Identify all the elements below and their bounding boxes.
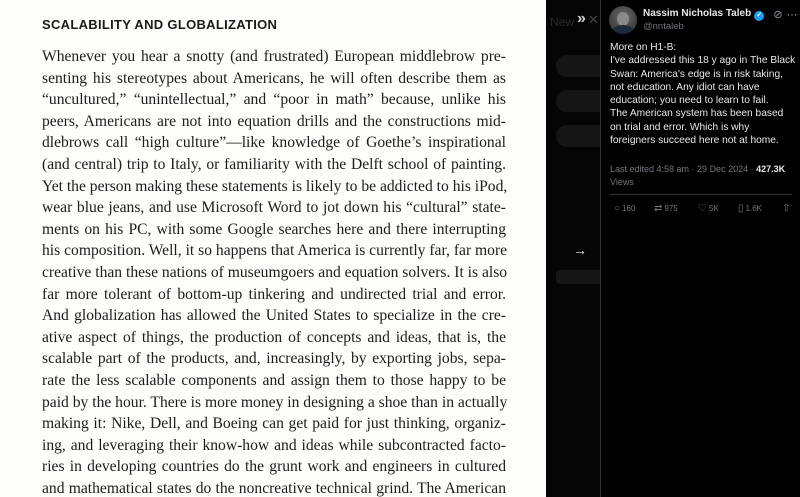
background-ghost-block [556, 55, 600, 77]
book-text-line: ries in developing countries do the grunt work and engineers in cultured [42, 458, 506, 476]
divider [610, 194, 792, 195]
verified-badge-icon: ✓ [754, 11, 764, 21]
book-text-line: Yet the person making these statements is likely to be addicted to his iPod, [42, 177, 508, 195]
heart-icon: ♡ [698, 203, 707, 214]
avatar-shoulders [612, 25, 634, 34]
avatar-face [617, 12, 629, 26]
reply-icon: ○ [614, 203, 621, 214]
tweet-text-line: foreigners succeed here not at home. [610, 135, 779, 147]
book-text-line: scalable part of the products, and, increasingly, by exporting jobs, sepa- [42, 350, 506, 368]
book-text-line: Whenever you hear a snotty (and frustrated) European middlebrow pre- [42, 48, 506, 65]
bookmark-icon: ▯ [738, 203, 744, 214]
repost-button[interactable] [654, 203, 678, 214]
like-count: 5K [708, 204, 719, 213]
background-ghost-block [556, 90, 600, 112]
tweet-panel [600, 0, 800, 497]
tweet-meta [610, 163, 796, 188]
book-text-line: paid by the hour. There is more money in designing a shoe than in actually [42, 393, 508, 411]
grok-icon[interactable]: ⊘ [773, 9, 783, 21]
book-text-line: creative than these nations of museumgoers and equation solvers. It is also [42, 263, 508, 281]
reply-button[interactable] [614, 203, 635, 214]
double-chevron-right-icon[interactable]: » [577, 10, 586, 27]
book-text-line: ments on his PC, with some Google searches here and there interrupting [42, 220, 506, 238]
repost-count: 975 [664, 204, 678, 213]
next-image-button[interactable]: → [573, 242, 587, 258]
tweet-text-line: Swan: America's edge is in risk taking, [610, 68, 783, 80]
close-icon[interactable]: ✕ [588, 12, 599, 27]
book-text-line: his composition. Well, it so happens that America is currently far, far more [42, 242, 508, 260]
share-icon: ⇧ [782, 203, 791, 214]
tweet-text [610, 41, 796, 147]
book-text-line: ing, and leveraging their know-how and ideas while subcontracted facto- [42, 436, 506, 454]
book-text-line: rate the less scalable components and assign them to those happy to be [42, 371, 506, 389]
reply-count: 160 [622, 204, 636, 213]
book-text-line: dlebrows call “high culture”—like knowledge of Goethe’s inspirational [42, 134, 506, 152]
book-text-line: making it: Nike, Dell, and Boeing can get paid for just thinking, organiz- [42, 415, 506, 433]
repost-icon: ⇄ [654, 203, 663, 214]
book-text-line: “uncultured,” “unintellectual,” and “poor in math” because, unlike his [42, 91, 506, 109]
tweet-text-line: More on H1-B: [610, 42, 677, 53]
book-text-line: ative aspect of things, the production of concepts and ideas, that is, the [42, 328, 506, 346]
book-text-line: wear blue jeans, and use Microsoft Word to jot down his “cultural” state- [42, 199, 506, 217]
book-text-line: and mathematical states do the noncreative technical grind. The American [42, 479, 506, 497]
author-name-text: Nassim Nicholas Taleb [643, 8, 752, 19]
book-page-heading: SCALABILITY AND GLOBALIZATION [42, 17, 278, 32]
tweet-text-line: not education. Any idiot can have [610, 81, 760, 93]
views-label: Views [610, 176, 634, 187]
book-text-line: And globalization has allowed the United States to specialize in the cre- [42, 307, 506, 325]
tweet-text-line: on trial and error. Which is why [610, 121, 750, 133]
tweet-text-line: The American system has been based [610, 108, 784, 120]
tweet-actions [610, 203, 796, 219]
bookmark-button[interactable] [738, 203, 762, 214]
book-page-body [42, 46, 506, 497]
book-text-line: far more tolerant of bottom-up tinkering and undirected trial and error. [42, 285, 506, 303]
tweet-text-line: I've addressed this 18 y ago in The Black [610, 55, 796, 67]
background-new-label: New [550, 15, 575, 29]
edited-timestamp[interactable]: Last edited 4:58 am · 29 Dec 2024 · [610, 164, 754, 174]
background-ghost-block [556, 125, 600, 147]
more-options-icon[interactable]: ⋯ [786, 9, 798, 21]
tweet-text-line: education; you need to learn to fail. [610, 95, 769, 107]
bookmark-count: 1.6K [745, 204, 762, 213]
book-text-line: senting his stereotypes about Americans, he will often describe them as [42, 69, 506, 87]
author-name[interactable] [643, 8, 764, 21]
author-handle[interactable]: @nntaleb [643, 21, 684, 32]
background-ghost-block [556, 270, 600, 284]
book-text-line: peers, Americans are not into equation drills and the constructions mid- [42, 112, 506, 130]
share-button[interactable] [782, 203, 790, 214]
like-button[interactable] [698, 203, 719, 214]
book-text-line: (and central) trip to Italy, or familiarity with the Delft school of painting. [42, 155, 506, 173]
avatar[interactable] [609, 6, 637, 34]
views-count: 427.3K [756, 164, 786, 174]
